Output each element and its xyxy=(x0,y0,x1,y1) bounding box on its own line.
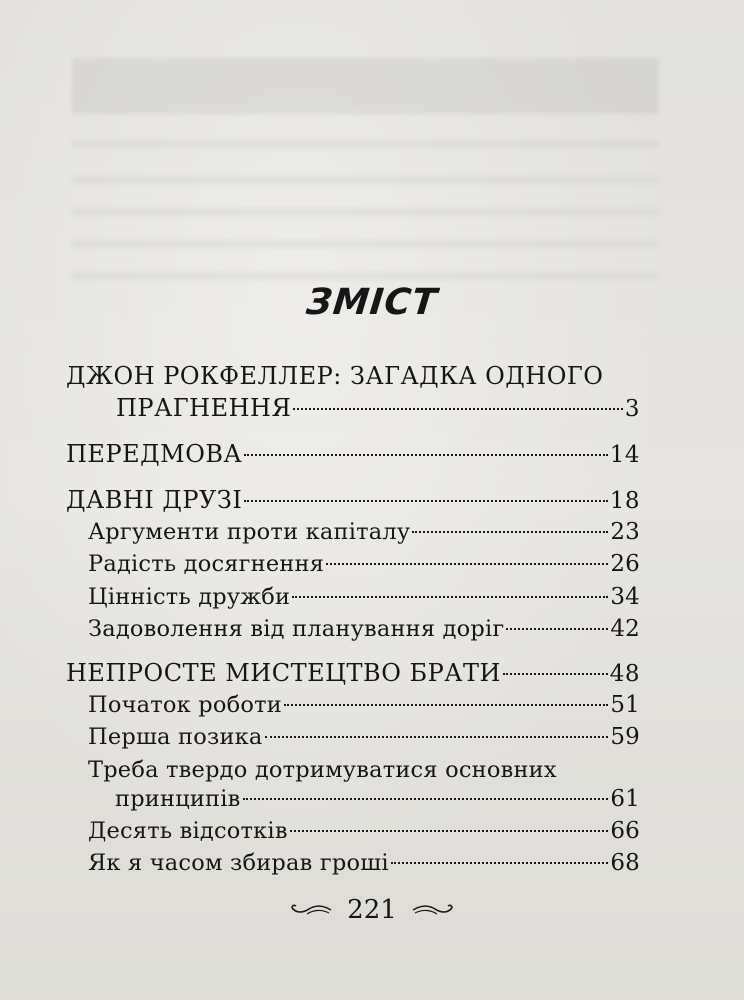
show-through-band xyxy=(72,58,658,114)
dot-leader xyxy=(244,500,607,502)
toc-entry-title: Початок роботи xyxy=(88,692,282,718)
dot-leader xyxy=(326,563,608,565)
dot-leader xyxy=(243,798,609,800)
toc-entry-page: 14 xyxy=(609,442,640,468)
show-through-line xyxy=(72,208,658,216)
toc-title: ЗМІСТ xyxy=(304,282,440,323)
toc-entry-title: Як я часом збирав гроші xyxy=(88,850,389,876)
show-through-line xyxy=(72,272,658,280)
dot-leader xyxy=(503,673,608,675)
show-through-line xyxy=(72,240,658,248)
toc-entry-section[interactable] xyxy=(88,724,640,750)
page-number: 221 xyxy=(347,895,397,925)
toc-entry-page: 59 xyxy=(610,724,640,750)
toc-entry-title: Перша позика xyxy=(88,724,263,750)
toc-entry-title: ПЕРЕДМОВА xyxy=(66,440,243,468)
toc-entry-page: 61 xyxy=(610,786,640,812)
toc-entry-chapter[interactable] xyxy=(66,486,640,514)
toc-entry-chapter[interactable] xyxy=(66,659,640,687)
toc-entry-page: 51 xyxy=(610,692,640,718)
toc-entry-title: принципів xyxy=(115,786,241,812)
toc-entry-title: Задоволення від планування доріг xyxy=(88,616,505,642)
toc-entry-section[interactable] xyxy=(88,551,640,577)
toc-entry-title-line1: ДЖОН РОКФЕЛЛЕР: ЗАГАДКА ОДНОГО xyxy=(66,362,604,390)
toc-entry-title: НЕПРОСТЕ МИСТЕЦТВО БРАТИ xyxy=(66,659,501,687)
toc-entry-section[interactable] xyxy=(88,850,640,876)
toc-entry-page: 34 xyxy=(610,584,640,610)
toc-entry-section[interactable] xyxy=(88,584,640,610)
dot-leader xyxy=(293,408,623,410)
toc-entry-page: 42 xyxy=(610,616,640,642)
toc-entry-section[interactable] xyxy=(88,519,640,545)
dot-leader xyxy=(265,736,609,738)
dot-leader xyxy=(506,628,608,630)
toc-entry-chapter[interactable] xyxy=(66,440,640,468)
toc-entry-page: 26 xyxy=(610,551,640,577)
toc-entry-page: 48 xyxy=(609,661,640,687)
dot-leader xyxy=(244,454,608,456)
toc-entry-page: 68 xyxy=(610,850,640,876)
dot-leader xyxy=(290,830,609,832)
toc-entry-section[interactable] xyxy=(88,818,640,844)
dot-leader xyxy=(292,596,608,598)
toc-entry-page: 3 xyxy=(624,396,640,422)
toc-entry-row xyxy=(115,786,640,812)
toc-entry-title: ПРАГНЕННЯ xyxy=(116,394,292,422)
toc-entry-row xyxy=(116,394,640,422)
dot-leader xyxy=(412,531,608,533)
show-through-line xyxy=(72,176,658,184)
left-flourish-icon xyxy=(289,901,333,919)
toc-entry-page: 23 xyxy=(610,519,640,545)
toc-entry-title: Десять відсотків xyxy=(88,818,288,844)
page-footer xyxy=(0,894,744,925)
toc-entry-title: ДАВНІ ДРУЗІ xyxy=(66,486,243,514)
show-through-line xyxy=(72,140,658,148)
toc-entry-title-line1: Треба твердо дотримуватися основних xyxy=(88,757,557,783)
toc-entry-title: Радість досягнення xyxy=(88,551,325,577)
toc-entry-page: 18 xyxy=(609,488,640,514)
right-flourish-icon xyxy=(411,901,455,919)
toc-entry-section[interactable] xyxy=(88,692,640,718)
dot-leader xyxy=(391,862,609,864)
toc-entry-title: Цінність дружби xyxy=(88,584,291,610)
dot-leader xyxy=(284,704,608,706)
toc-entry-section[interactable] xyxy=(88,616,640,642)
toc-entry-page: 66 xyxy=(610,818,640,844)
toc-entry-title: Аргументи проти капіталу xyxy=(88,519,411,545)
